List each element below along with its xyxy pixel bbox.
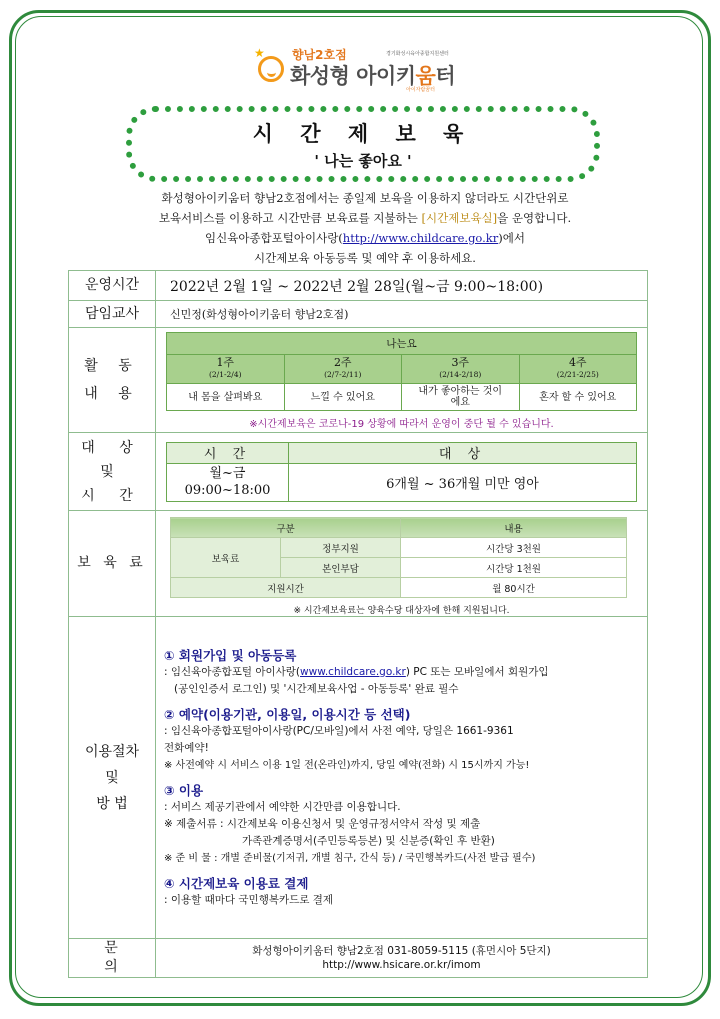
step-3-line-3: 가족관계증명서(주민등록등본) 및 신분증(확인 후 반환) bbox=[242, 834, 495, 847]
logo-org: 경기화성시육아종합지원센터 bbox=[386, 51, 449, 57]
contact-label: 문 의 bbox=[69, 939, 156, 978]
intro-line-4: 시간제보육 아동등록 및 예약 후 이용하세요. bbox=[254, 251, 476, 265]
step-3-title: ③ 이용 bbox=[164, 782, 204, 798]
logo-branch: 향남2호점 bbox=[292, 48, 347, 62]
contact-cell bbox=[156, 939, 648, 978]
week-4: 4주 (2/21-2/25) bbox=[519, 355, 637, 384]
covid-notice: ※시간제보육은 코로나-19 상황에 따라서 운영이 중단 될 수 있습니다. bbox=[249, 419, 554, 430]
page-title: 시 간 제 보 육 bbox=[252, 121, 474, 146]
target-value: 6개월 ~ 36개월 미만 영아 bbox=[289, 463, 637, 501]
target-header: 대 상 bbox=[289, 442, 637, 463]
logo bbox=[254, 46, 478, 94]
activity-table bbox=[166, 332, 637, 411]
intro-line-2: 보육서비스를 이용하고 시간만큼 보육료를 지불하는 [시간제보육실]을 운영합니다. bbox=[158, 211, 572, 225]
step-3-line-2: ※ 제출서류 : 시간제보육 이용신청서 및 운영규정서약서 작성 및 제출 bbox=[164, 817, 481, 830]
week-3: 3주 (2/14-2/18) bbox=[402, 355, 520, 384]
target-cell bbox=[156, 433, 648, 511]
logo-name: 화성형 아이키움터 bbox=[290, 64, 456, 88]
star-icon: ★ bbox=[254, 46, 265, 60]
contact-line-1: 화성형아이키움터 향남2호점 031-8059-5115 (휴먼시아 5단지) bbox=[252, 944, 551, 957]
activity-label: 활 동 내 용 bbox=[69, 328, 156, 433]
step-2-line-1: : 임신육아종합포털아이사랑(PC/모바일)에서 사전 예약, 당일은 1661-9361 bbox=[164, 724, 514, 737]
gov-support-label: 정부지원 bbox=[281, 538, 401, 558]
fee-col-category: 구분 bbox=[171, 518, 401, 538]
target-label: 대 상 및 시 간 bbox=[69, 433, 156, 511]
week-4-content: 혼자 할 수 있어요 bbox=[519, 384, 637, 411]
support-hours-value: 월 80시간 bbox=[401, 578, 627, 598]
teacher-value: 신민정(화성형아이키움터 향남2호점) bbox=[156, 301, 648, 328]
fee-col-content: 내용 bbox=[401, 518, 627, 538]
childcare-link[interactable]: http://www.childcare.go.kr bbox=[342, 231, 499, 245]
self-pay-label: 본인부담 bbox=[281, 558, 401, 578]
step-1-line-2: (공인인증서 로그인) 및 '시간제보육사업 - 아동등록' 완료 필수 bbox=[164, 682, 459, 695]
activity-header: 나는요 bbox=[167, 333, 637, 355]
activity-cell bbox=[156, 328, 648, 433]
week-1-content: 내 몸을 살펴봐요 bbox=[167, 384, 285, 411]
logo-sub: 아이자람꿈터 bbox=[406, 87, 435, 93]
teacher-label: 담임교사 bbox=[69, 301, 156, 328]
target-table bbox=[166, 442, 637, 502]
fee-row-label: 보육료 bbox=[171, 538, 281, 578]
step-1-title: ① 회원가입 및 아동등록 bbox=[164, 647, 297, 663]
week-1: 1주 (2/1-2/4) bbox=[167, 355, 285, 384]
title-box bbox=[126, 106, 600, 182]
page-subtitle: ' 나는 좋아요 ' bbox=[314, 152, 412, 170]
step-1-line-1: : 임신육아종합포털 아이사랑(www.childcare.go.kr) PC 또는 모바일에서 회원가입 bbox=[164, 665, 549, 678]
fee-cell bbox=[156, 511, 648, 617]
support-hours-label: 지원시간 bbox=[171, 578, 401, 598]
childcare-link-2[interactable]: www.childcare.go.kr bbox=[300, 665, 406, 678]
fee-label: 보 육 료 bbox=[69, 511, 156, 617]
procedure-label: 이용절차 및 방 법 bbox=[69, 617, 156, 939]
week-2: 2주 (2/7-2/11) bbox=[284, 355, 402, 384]
week-3-content: 내가 좋아하는 것이에요 bbox=[402, 384, 520, 411]
intro-text bbox=[70, 188, 660, 268]
intro-line-1: 화성형아이키움터 향남2호점에서는 종일제 보육을 이용하지 않더라도 시간단위로 bbox=[161, 191, 569, 205]
step-2-title: ② 예약(이용기관, 이용일, 이용시간 등 선택) bbox=[164, 706, 411, 722]
smile-icon bbox=[258, 56, 284, 82]
step-4-line-1: : 이용할 때마다 국민행복카드로 결제 bbox=[164, 893, 334, 906]
period-label: 운영시간 bbox=[69, 271, 156, 301]
intro-line-3: 임신육아종합포털아이사랑(http://www.childcare.go.kr)에서 bbox=[205, 231, 525, 245]
time-value: 월~금 09:00~18:00 bbox=[167, 463, 289, 501]
step-3-line-1: : 서비스 제공기관에서 예약한 시간만큼 이용합니다. bbox=[164, 800, 401, 813]
gov-support-value: 시간당 3천원 bbox=[401, 538, 627, 558]
step-4-title: ④ 시간제보육 이용료 결제 bbox=[164, 875, 309, 891]
self-pay-value: 시간당 1천원 bbox=[401, 558, 627, 578]
step-2-line-2: 전화예약! bbox=[164, 741, 209, 754]
period-value: 2022년 2월 1일 ~ 2022년 2월 28일(월~금 9:00~18:00) bbox=[156, 271, 648, 301]
contact-url[interactable]: http://www.hsicare.or.kr/imom bbox=[322, 958, 481, 971]
fee-table bbox=[170, 517, 627, 598]
step-2-line-3: ※ 사전예약 시 서비스 이용 1일 전(온라인)까지, 당일 예약(전화) 시 15시까지 가능! bbox=[164, 759, 530, 771]
week-2-content: 느낄 수 있어요 bbox=[284, 384, 402, 411]
fee-note: ※ 시간제보육료는 양육수당 대상자에 한해 지원됩니다. bbox=[293, 606, 510, 616]
info-table bbox=[68, 270, 648, 978]
step-3-line-4: ※ 준 비 물 : 개별 준비물(기저귀, 개별 침구, 간식 등) / 국민행복카드(사전 발급 필수) bbox=[164, 852, 536, 864]
time-header: 시 간 bbox=[167, 442, 289, 463]
procedure-cell bbox=[156, 617, 648, 939]
